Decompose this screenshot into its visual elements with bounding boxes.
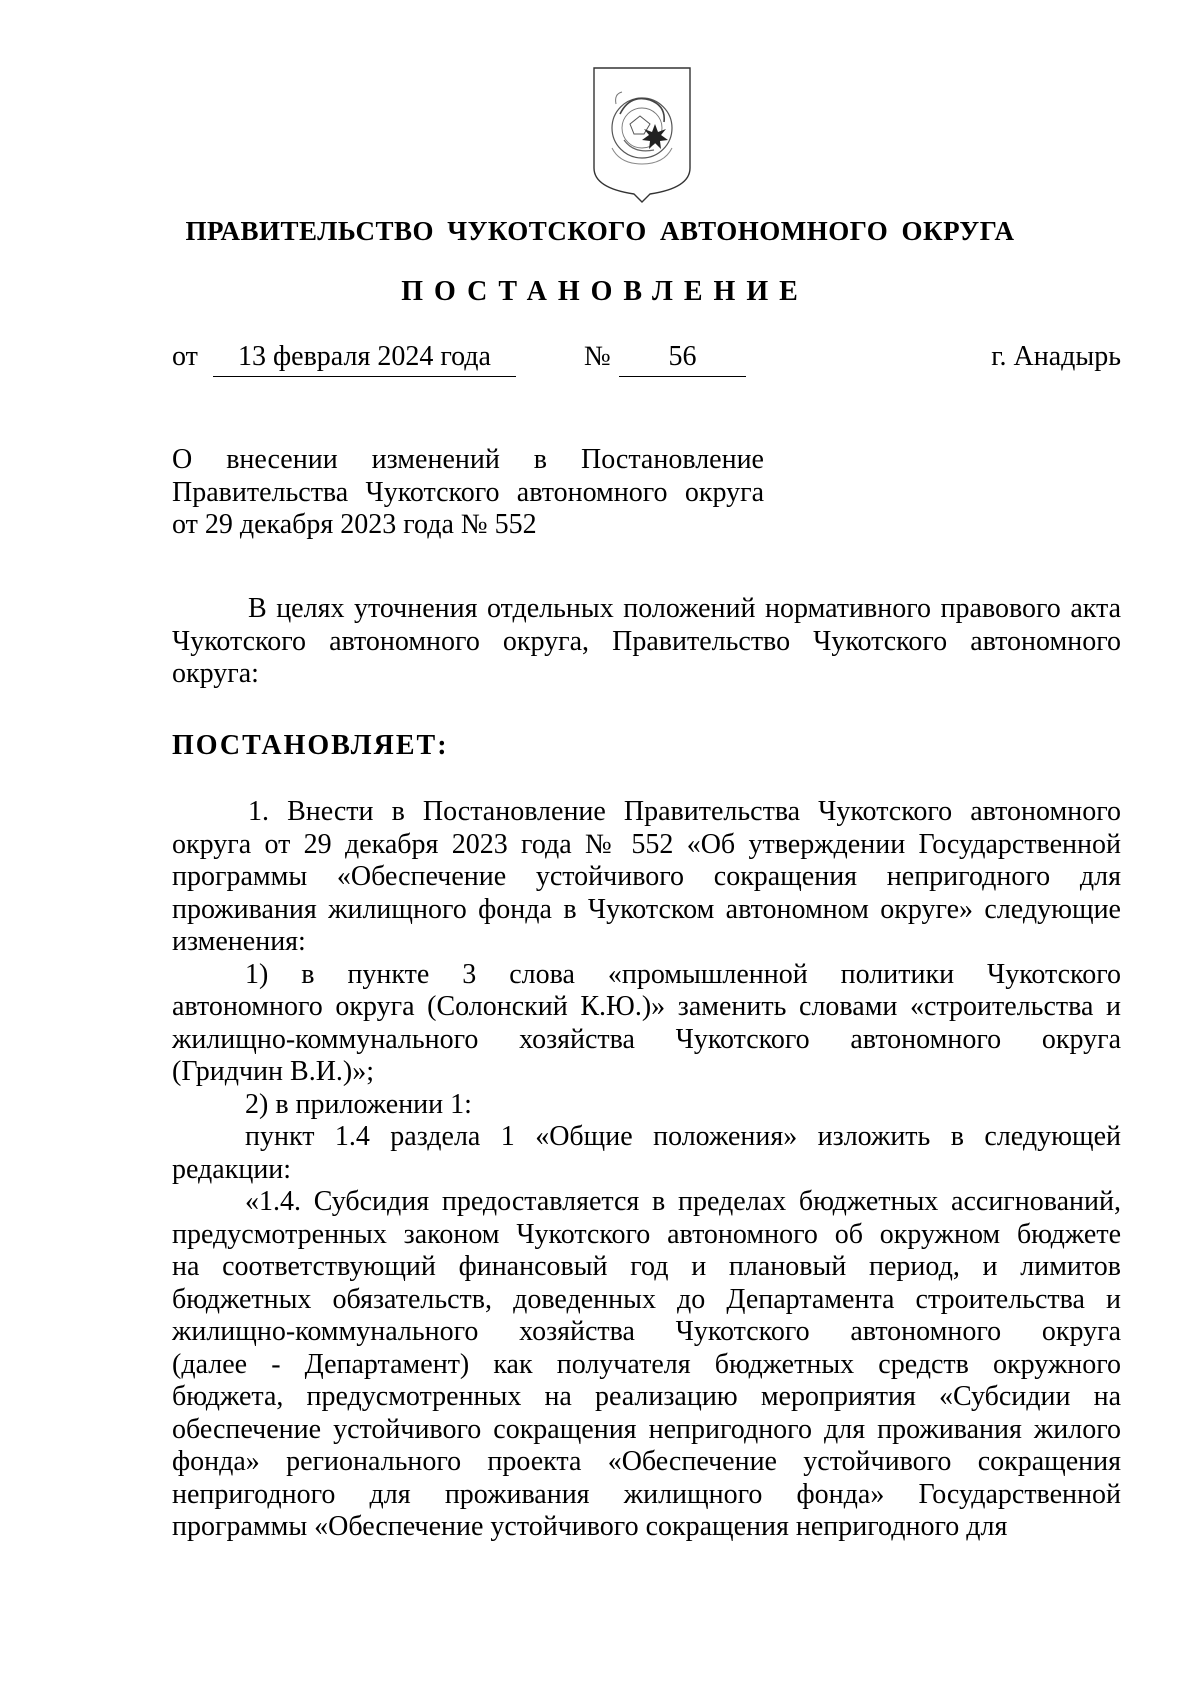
body-line: программы «Обеспечение устойчивого сокращения непригодного для: [172, 1511, 1008, 1542]
subject-line: Правительства Чукотского автономного округа: [172, 476, 764, 508]
body-line: бюджета, предусмотренных на реализацию мероприятия «Субсидии на: [172, 1381, 1121, 1412]
subject-line: от 29 декабря 2023 года № 552: [172, 509, 537, 540]
body-line: программы «Обеспечение устойчивого сокращения непригодного для: [172, 861, 1121, 892]
body-line: «1.4. Субсидия предоставляется в пределах бюджетных ассигнований,: [245, 1186, 1121, 1217]
body-line: фонда» регионального проекта «Обеспечение устойчивого сокращения: [172, 1446, 1121, 1477]
document-subject: [172, 444, 764, 542]
body-line: (Гридчин В.И.)»;: [172, 1056, 375, 1087]
body-line: предусмотренных законом Чукотского автономного об окружном бюджете: [172, 1218, 1121, 1250]
body-line: пункт 1.4 раздела 1 «Общие положения» изложить в следующей: [245, 1121, 1121, 1152]
preamble-paragraph: [172, 593, 1121, 691]
body-line: на соответствующий финансовый год и плановый период, и лимитов: [172, 1251, 1121, 1282]
body-line: редакции:: [172, 1153, 292, 1185]
body-line: (далее - Департамент) как получателя бюджетных средств окружного: [172, 1348, 1121, 1380]
organization-title: ПРАВИТЕЛЬСТВО ЧУКОТСКОГО АВТОНОМНОГО ОКРУГА: [185, 216, 1015, 246]
coat-of-arms-icon: [590, 64, 694, 204]
document-date: 13 февраля 2024 года: [213, 340, 516, 377]
document-number: 56: [619, 340, 746, 377]
preamble-line: В целях уточнения отдельных положений нормативного правового акта: [248, 593, 1121, 624]
body-line: 1) в пункте 3 слова «промышленной политики Чукотского: [245, 958, 1121, 990]
body-line: 1. Внести в Постановление Правительства Чукотского автономного: [248, 796, 1121, 827]
decree-body: [172, 796, 1121, 1544]
document-type-title: ПОСТАНОВЛЕНИЕ: [401, 276, 809, 307]
decree-heading: ПОСТАНОВЛЯЕТ:: [172, 730, 449, 761]
body-line: бюджетных обязательств, доведенных до Департамента строительства и: [172, 1283, 1121, 1315]
body-line: изменения:: [172, 926, 306, 957]
preamble-line: округа:: [172, 658, 259, 689]
document-city: г. Анадырь: [991, 341, 1121, 372]
coat-of-arms-emblem: [590, 64, 694, 204]
body-line: автономного округа (Солонский К.Ю.)» заменить словами «строительства и: [172, 991, 1121, 1022]
date-prefix-label: от: [172, 341, 198, 372]
subject-line: О внесении изменений в Постановление: [172, 444, 764, 475]
body-line: жилищно-коммунального хозяйства Чукотского автономного округа: [172, 1316, 1121, 1347]
body-line: 2) в приложении 1:: [245, 1088, 472, 1120]
number-label: №: [584, 341, 611, 372]
preamble-line: Чукотского автономного округа, Правительство Чукотского автономного: [172, 625, 1121, 657]
body-line: непригодного для проживания жилищного фонда» Государственной: [172, 1478, 1121, 1510]
body-line: проживания жилищного фонда в Чукотском автономном округе» следующие: [172, 893, 1121, 925]
body-line: жилищно-коммунального хозяйства Чукотского автономного округа: [172, 1023, 1121, 1055]
body-line: округа от 29 декабря 2023 года № 552 «Об утверждении Государственной: [172, 828, 1121, 860]
body-line: обеспечение устойчивого сокращения непригодного для проживания жилого: [172, 1413, 1121, 1445]
